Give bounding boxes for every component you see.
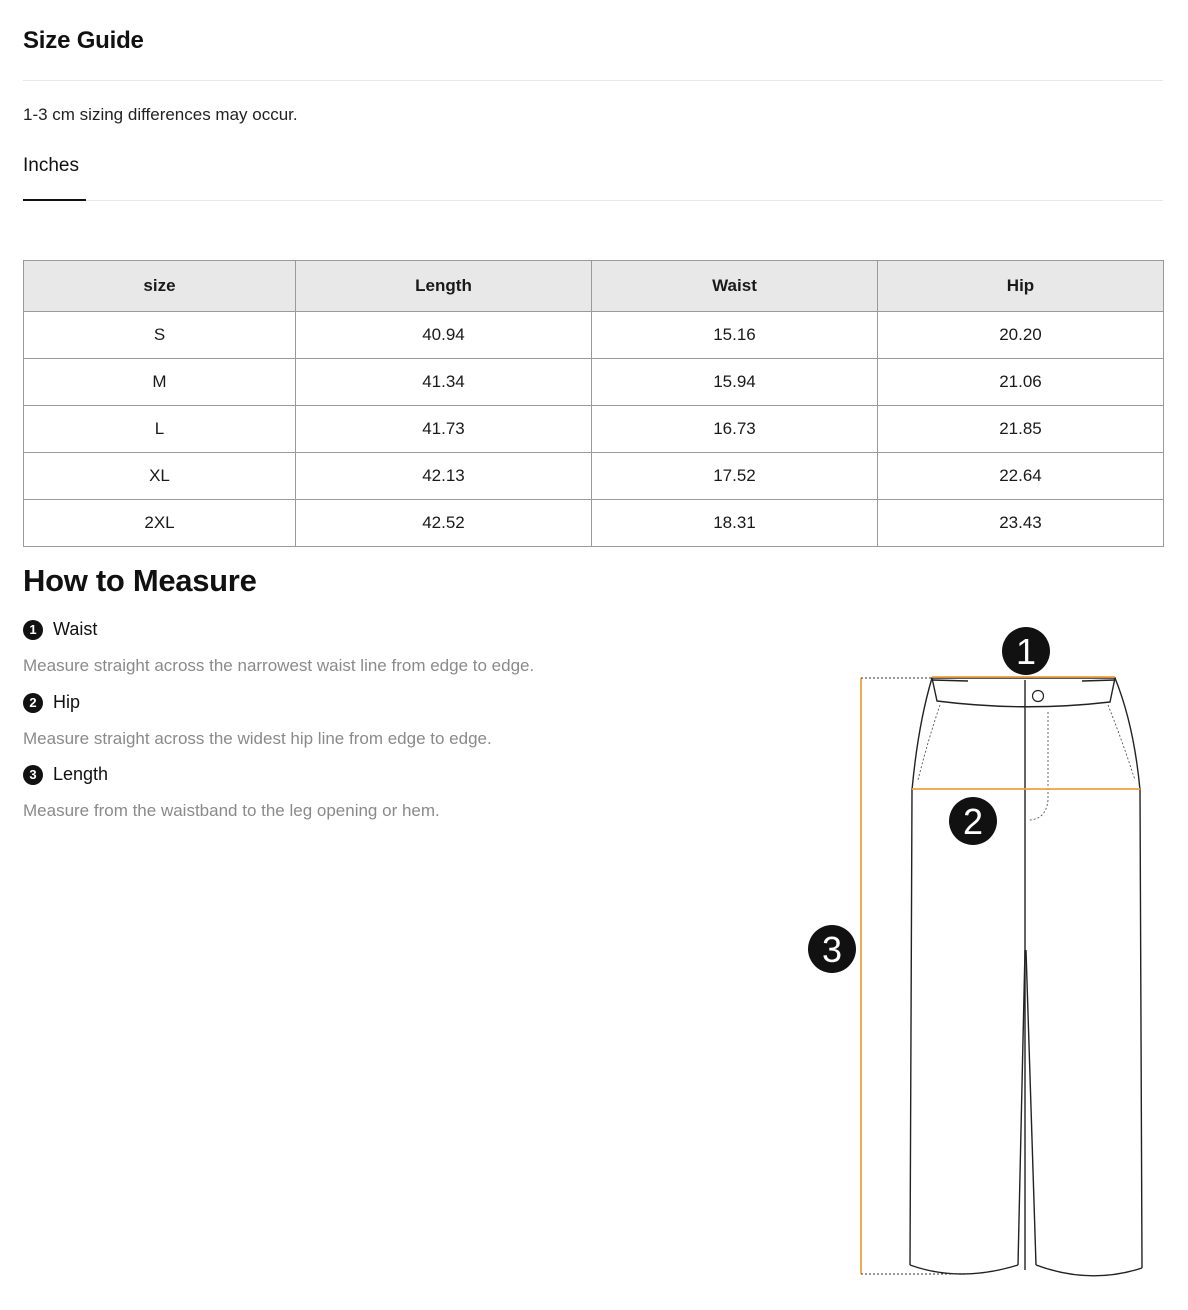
marker-3-icon [808,925,856,973]
marker-2-icon [949,797,997,845]
waist-cell: 16.73 [592,406,878,453]
waist-cell: 15.94 [592,359,878,406]
column-header-size: size [24,261,296,312]
step-label: Length [53,764,109,784]
hip-cell: 21.85 [878,406,1164,453]
length-cell: 41.34 [296,359,592,406]
step-length [23,764,108,785]
active-tab-indicator [23,199,86,201]
marker-1-icon [1002,627,1050,675]
waist-cell: 18.31 [592,500,878,547]
page-title: Size Guide [23,27,144,54]
sizing-note: 1-3 cm sizing differences may occur. [23,105,298,124]
table-row [24,312,1164,359]
pants-measurement-diagram [790,615,1170,1295]
pants-details [918,705,1135,820]
number-2-icon: 2 [23,693,43,713]
step-hip [23,692,80,713]
step-waist [23,619,97,640]
length-cell: 41.73 [296,406,592,453]
hip-cell: 20.20 [878,312,1164,359]
column-header-waist: Waist [592,261,878,312]
size-cell: S [24,312,296,359]
svg-text:3: 3 [821,929,843,970]
length-cell: 42.52 [296,500,592,547]
table-row [24,500,1164,547]
step-label: Waist [53,619,98,639]
column-header-length: Length [296,261,592,312]
step-description: Measure from the waistband to the leg opening or hem. [23,801,440,820]
number-3-icon: 3 [23,765,43,785]
column-header-hip: Hip [878,261,1164,312]
table-header-row [24,261,1164,312]
tabs-divider [23,200,1163,201]
hip-cell: 22.64 [878,453,1164,500]
hip-cell: 23.43 [878,500,1164,547]
table-row [24,406,1164,453]
size-table [23,260,1164,547]
svg-text:1: 1 [1015,631,1037,672]
waist-cell: 15.16 [592,312,878,359]
tab-inches[interactable]: Inches [23,155,79,176]
svg-text:2: 2 [962,801,984,842]
size-cell: L [24,406,296,453]
number-1-icon: 1 [23,620,43,640]
how-to-measure-title: How to Measure [23,563,257,598]
size-cell: M [24,359,296,406]
size-cell: 2XL [24,500,296,547]
step-description: Measure straight across the widest hip line from edge to edge. [23,729,492,748]
hip-cell: 21.06 [878,359,1164,406]
waist-cell: 17.52 [592,453,878,500]
table-row [24,453,1164,500]
length-cell: 40.94 [296,312,592,359]
button-icon [1033,691,1044,702]
size-cell: XL [24,453,296,500]
header-divider [23,80,1163,81]
table-row [24,359,1164,406]
pants-outline [910,678,1142,1276]
step-description: Measure straight across the narrowest waist line from edge to edge. [23,656,535,675]
length-cell: 42.13 [296,453,592,500]
step-label: Hip [53,692,81,712]
